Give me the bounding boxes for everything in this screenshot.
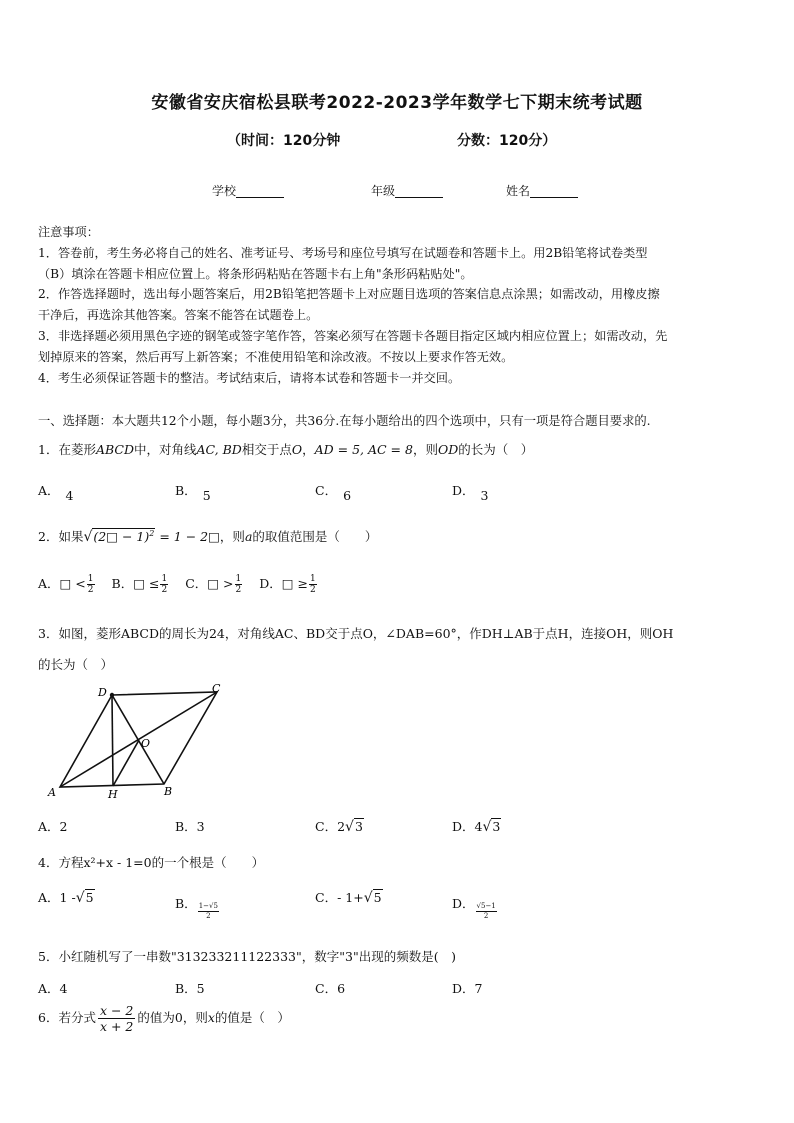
q1-od: OD xyxy=(437,442,459,457)
q3-line-2: 的长为（ ） xyxy=(38,657,114,672)
grade-blank xyxy=(395,184,443,198)
q1-text: ， xyxy=(302,442,315,457)
sqrt-icon: √ xyxy=(75,890,85,906)
q2-options xyxy=(38,574,318,595)
q6-text: 6．若分式 xyxy=(38,1010,96,1025)
q1-text: ，则 xyxy=(412,442,438,457)
notes-line: 4．考生必须保证答题卡的整洁。考试结束后，请将本试卷和答题卡一并交回。 xyxy=(38,370,461,385)
q6-text: 的值是（ ） xyxy=(214,1010,290,1025)
q2-var-a: a xyxy=(244,529,253,544)
q4-option-c[interactable]: C．- 1+√5 xyxy=(315,890,382,906)
notes-heading: 注意事项： xyxy=(38,225,99,239)
q2-option-c[interactable]: C．□ > $\frac{1}{2}$ xyxy=(185,574,242,595)
q2-radicand: (2□ − 1)$^2$ xyxy=(93,528,155,544)
notes-line: 1．答卷前，考生务必将自己的姓名、准考证号、考场号和座位号填写在试题卷和答题卡上。用2B铅笔将试卷类型 xyxy=(38,245,648,260)
notes-line: （B）填涂在答题卡相应位置上。将条形码粘贴在答题卡右上角"条形码粘贴处"。 xyxy=(38,266,473,281)
sqrt-icon: √ xyxy=(345,819,354,835)
q2-option-d[interactable]: D．□ ≥ $\frac{1}{2}$ xyxy=(259,574,316,595)
notes-block xyxy=(38,222,667,388)
name-field xyxy=(506,182,578,199)
q4-option-d[interactable]: D． $\frac{√5-1}{2}$ xyxy=(452,896,496,920)
label-a: A xyxy=(48,786,56,799)
q3-option-a[interactable]: A．2 xyxy=(38,819,68,834)
exam-title: 安徽省安庆宿松县联考2022-2023学年数学七下期末统考试题 xyxy=(151,93,643,113)
q5-option-c[interactable]: C．6 xyxy=(315,981,346,996)
notes-line: 3．非选择题必须用黑色字迹的钢笔或签字笔作答，答案必须写在答题卡各题目指定区域内相应位置上；如需改动，先 xyxy=(38,328,668,343)
q1-abcd: ABCD xyxy=(95,442,134,457)
q1-text: 相交于点 xyxy=(241,442,292,457)
q3-option-c[interactable]: C．2√3 xyxy=(315,819,363,835)
q6-fraction: $\frac{x - 2}{x + 2}$ xyxy=(99,1003,134,1034)
exam-score: 分数：120分） xyxy=(457,133,557,149)
q2-option-a[interactable]: A．□ < $\frac{1}{2}$ xyxy=(38,574,94,595)
label-d: D xyxy=(98,686,107,699)
grade-field xyxy=(371,182,443,199)
notes-line: 干净后，再选涂其他答案。答案不能答在试题卷上。 xyxy=(38,308,319,323)
q3-option-d[interactable]: D．4√3 xyxy=(452,819,501,835)
question-2 xyxy=(38,527,377,545)
label-o: O xyxy=(141,737,151,750)
q5-option-a[interactable]: A．4 xyxy=(38,981,68,996)
q2-text: 2．如果 xyxy=(38,529,84,544)
q5-option-b[interactable]: B．5 xyxy=(175,981,205,996)
q6-var-x: x xyxy=(207,1010,215,1025)
name-blank xyxy=(530,184,578,198)
sqrt-icon: √ xyxy=(482,819,492,835)
q1-text: 中，对角线 xyxy=(133,442,197,457)
q3-option-b[interactable]: B．3 xyxy=(175,819,205,834)
name-label: 姓名 xyxy=(506,184,531,198)
question-4: 4．方程x²+x - 1=0的一个根是（ ） xyxy=(38,855,265,870)
grade-label: 年级 xyxy=(371,184,396,198)
q1-diagonals: AC, BD xyxy=(196,442,242,457)
q6-text: 的值为0，则 xyxy=(137,1010,208,1025)
notes-line: 划掉原来的答案，然后再写上新答案；不准使用铅笔和涂改液。不按以上要求作答无效。 xyxy=(38,349,514,364)
school-field xyxy=(212,182,284,199)
sqrt-icon: √ xyxy=(363,890,373,906)
label-b: B xyxy=(164,785,173,798)
point-d xyxy=(110,693,114,697)
q2-text: 的取值范围是（ ） xyxy=(252,529,378,544)
question-6 xyxy=(38,1003,290,1034)
q2-text: ，则 xyxy=(219,529,245,544)
q1-option-a[interactable]: A． 4 xyxy=(38,483,74,503)
q1-option-c[interactable]: C． 6 xyxy=(315,483,352,503)
section-heading: 一、选择题：本大题共12个小题，每小题3分，共36分.在每小题给出的四个选项中，只有一项是符合题目要求的. xyxy=(38,414,651,428)
q1-option-d[interactable]: D． 3 xyxy=(452,483,489,503)
q1-text: 的长为（ ） xyxy=(458,442,534,457)
sqrt-icon: √ xyxy=(83,529,93,545)
q1-point-o: O xyxy=(291,442,303,457)
q3-line-1: 3．如图，菱形ABCD的周长为24，对角线AC、BD交于点O，∠DAB=60°，作DH⊥AB于点H，连接OH，则OH xyxy=(38,626,674,641)
q4-option-b[interactable]: B． $\frac{1-√5}{2}$ xyxy=(175,896,218,920)
q1-equation: AD = 5, AC = 8 xyxy=(314,442,413,457)
question-5: 5．小红随机写了一串数"313233211122333"，数字"3"出现的频数是( ) xyxy=(38,949,456,964)
q1-option-b[interactable]: B． 5 xyxy=(175,483,211,503)
q2-rhs: = 1 − 2□ xyxy=(155,529,220,544)
label-h: H xyxy=(108,788,118,801)
q5-option-d[interactable]: D．7 xyxy=(452,981,483,996)
school-blank xyxy=(236,184,284,198)
q1-text: 1．在菱形 xyxy=(38,442,96,457)
q2-option-b[interactable]: B．□ ≤ $\frac{1}{2}$ xyxy=(111,574,168,595)
label-c: C xyxy=(212,682,221,695)
altitude-dh xyxy=(112,695,113,786)
question-1 xyxy=(38,440,533,458)
q4-option-a[interactable]: A．1 -√5 xyxy=(38,890,94,906)
diagonal-bd xyxy=(112,695,164,784)
school-label: 学校 xyxy=(212,184,237,198)
notes-line: 2．作答选择题时，选出每小题答案后，用2B铅笔把答题卡上对应题目选项的答案信息点涂黑；如需改动，用橡皮擦 xyxy=(38,287,660,302)
rhombus-figure xyxy=(40,680,240,804)
exam-time: （时间：120分钟 xyxy=(227,133,341,149)
